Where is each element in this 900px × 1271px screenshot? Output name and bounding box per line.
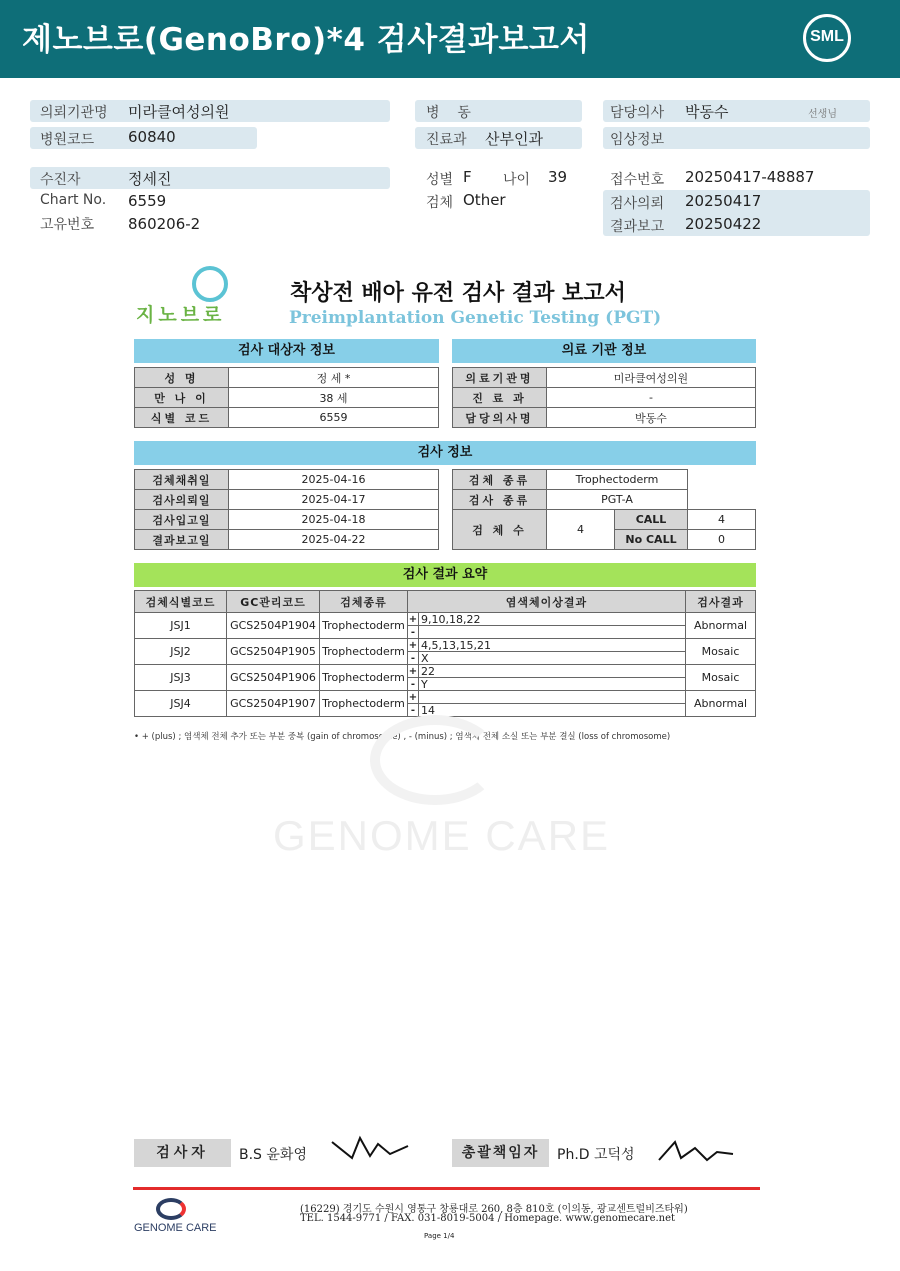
table-row xyxy=(453,470,756,490)
row-result: Mosaic xyxy=(686,639,756,665)
director-label: 총괄책임자 xyxy=(452,1139,549,1167)
table-row xyxy=(453,510,756,530)
row-result: Mosaic xyxy=(686,665,756,691)
hospital-code-label: 병원코드 xyxy=(40,132,95,148)
table-row xyxy=(135,510,439,530)
nocall-value: 0 xyxy=(688,530,756,550)
id-value: 860206-2 xyxy=(128,215,201,233)
minus-sign: - xyxy=(408,678,419,691)
test-type-value: PGT-A xyxy=(547,490,688,510)
plus-sign: + xyxy=(408,691,418,703)
medical-doctor-label: 담당의사명 xyxy=(453,408,547,428)
row-gc-code: GCS2504P1905 xyxy=(227,639,320,665)
chart-label: Chart No. xyxy=(40,192,107,208)
specimen-count-value: 4 xyxy=(547,510,615,550)
request-value: 20250417 xyxy=(685,192,762,210)
footer-divider xyxy=(133,1187,760,1190)
row-specimen-id: JSJ3 xyxy=(135,665,227,691)
patient-name-label: 수진자 xyxy=(40,172,81,188)
col-specimen-type: 검체종류 xyxy=(320,591,408,613)
request-date-label: 검사의뢰일 xyxy=(135,490,229,510)
report-date-label: 결과보고일 xyxy=(135,530,229,550)
row-specimen-id: JSJ1 xyxy=(135,613,227,639)
request-label: 검사의뢰 xyxy=(610,196,665,212)
minus-sign: - xyxy=(408,626,419,639)
call-value: 4 xyxy=(688,510,756,530)
table-row xyxy=(135,490,439,510)
table-row xyxy=(453,368,756,388)
table-row xyxy=(453,490,756,510)
medical-dept-value: - xyxy=(547,388,756,408)
loss-chromosomes: X xyxy=(419,652,686,665)
row-result: Abnormal xyxy=(686,613,756,639)
minus-sign: - xyxy=(408,704,419,717)
specimen-type-value: Trophectoderm xyxy=(547,470,688,490)
table-row xyxy=(135,368,439,388)
summary-section: 검사 결과 요약 xyxy=(134,563,756,587)
specimen-type-label: 검체 종류 xyxy=(453,470,547,490)
sex-label: 성별 xyxy=(426,172,454,188)
col-chromosome: 염색체이상결과 xyxy=(408,591,686,613)
tester-label: 검사자 xyxy=(134,1139,231,1167)
col-result: 검사결과 xyxy=(686,591,756,613)
medical-info-table xyxy=(452,367,756,428)
call-label: CALL xyxy=(615,510,688,530)
specimen-count-label: 검 체 수 xyxy=(453,510,547,550)
director-name: Ph.D 고덕성 xyxy=(557,1147,635,1163)
gain-chromosomes: 4,5,13,15,21 xyxy=(419,639,686,652)
col-gc-code: GC관리코드 xyxy=(227,591,320,613)
chart-value: 6559 xyxy=(128,192,167,210)
row-specimen-type: Trophectoderm xyxy=(320,639,408,665)
table-row xyxy=(453,408,756,428)
test-info-section: 검사 정보 xyxy=(134,441,756,465)
id-label: 고유번호 xyxy=(40,217,95,233)
page-number: Page 1/4 xyxy=(424,1232,455,1240)
receipt-label: 접수번호 xyxy=(610,172,665,188)
subject-age-value: 38 세 xyxy=(229,388,439,408)
table-row xyxy=(135,408,439,428)
table-row xyxy=(135,388,439,408)
medical-doctor-value: 박동수 xyxy=(547,408,756,428)
receipt-date-value: 2025-04-18 xyxy=(229,510,439,530)
page-title: 제노브로(GenoBro)*4 검사결과보고서 xyxy=(22,22,590,58)
plus-sign: + xyxy=(408,665,418,677)
report-title: 착상전 배아 유전 검사 결과 보고서 xyxy=(290,281,626,306)
genobro-logo xyxy=(134,264,244,326)
tester-name: B.S 윤화영 xyxy=(239,1147,307,1163)
doctor-value: 박동수 xyxy=(685,103,729,121)
report-date-value: 2025-04-22 xyxy=(229,530,439,550)
company-address: (16229) 경기도 수원시 영통구 창룡대로 260, 8층 810호 (이의동, 광교센트럴비즈타워) xyxy=(300,1204,688,1215)
table-row xyxy=(135,691,756,704)
doctor-suffix: 선생님 xyxy=(808,109,837,120)
table-row xyxy=(135,470,439,490)
watermark-logo-mark xyxy=(370,715,500,805)
loss-chromosomes xyxy=(419,626,686,639)
age-value: 39 xyxy=(548,168,568,186)
subject-info-table xyxy=(134,367,439,428)
clinical-label: 임상정보 xyxy=(610,132,665,148)
table-row xyxy=(135,530,439,550)
row-gc-code: GCS2504P1906 xyxy=(227,665,320,691)
row-gc-code: GCS2504P1904 xyxy=(227,613,320,639)
sex-value: F xyxy=(463,168,472,186)
subject-code-label: 식별 코드 xyxy=(135,408,229,428)
patient-name-bar xyxy=(30,167,390,189)
row-specimen-id: JSJ4 xyxy=(135,691,227,717)
genobro-logo-text: 지노브로 xyxy=(136,304,226,326)
sml-logo-text: SML xyxy=(810,28,844,45)
hospital-code-value: 60840 xyxy=(128,128,176,146)
table-row xyxy=(135,665,756,678)
medical-institution-label: 의료기관명 xyxy=(453,368,547,388)
table-row xyxy=(135,639,756,652)
gain-chromosomes: 9,10,18,22 xyxy=(419,613,686,626)
request-date-value: 2025-04-17 xyxy=(229,490,439,510)
row-specimen-type: Trophectoderm xyxy=(320,691,408,717)
report-subtitle: Preimplantation Genetic Testing (PGT) xyxy=(289,308,662,328)
specimen-value: Other xyxy=(463,191,506,209)
institution-value: 미라클여성의원 xyxy=(128,103,230,121)
legend-note: • + (plus) ; 염색체 전체 추가 또는 부분 중복 (gain of chromosome) , - (minus) ; 염색체 전체 소실 또는 부분 결실 (loss of chromosome) xyxy=(134,732,671,742)
minus-sign: - xyxy=(408,652,419,665)
row-specimen-id: JSJ2 xyxy=(135,639,227,665)
genobro-logo-mark xyxy=(192,266,228,302)
receipt-date-label: 검사입고일 xyxy=(135,510,229,530)
table-row xyxy=(453,388,756,408)
nocall-label: No CALL xyxy=(615,530,688,550)
test-dates-table xyxy=(134,469,439,550)
gain-chromosomes: 22 xyxy=(419,665,686,678)
genome-care-logo-mark xyxy=(156,1198,186,1220)
collection-date-label: 검체채취일 xyxy=(135,470,229,490)
sml-logo xyxy=(803,14,851,62)
table-header-row xyxy=(135,591,756,613)
row-specimen-type: Trophectoderm xyxy=(320,665,408,691)
genome-care-logo-text: GENOME CARE xyxy=(134,1222,217,1234)
plus-sign: + xyxy=(408,613,418,625)
subject-name-value: 정 세 * xyxy=(229,368,439,388)
row-gc-code: GCS2504P1907 xyxy=(227,691,320,717)
medical-institution-value: 미라클여성의원 xyxy=(547,368,756,388)
col-specimen-id: 검체식별코드 xyxy=(135,591,227,613)
report-header-bar xyxy=(0,0,900,78)
patient-name-value: 정세진 xyxy=(128,170,172,188)
summary-table xyxy=(134,590,756,717)
director-signature xyxy=(655,1134,735,1166)
receipt-value: 20250417-48887 xyxy=(685,168,815,186)
medical-info-section: 의료 기관 정보 xyxy=(452,339,756,363)
test-specimen-table xyxy=(452,469,756,550)
subject-info-section: 검사 대상자 정보 xyxy=(134,339,439,363)
doctor-label: 담당의사 xyxy=(610,105,665,121)
loss-chromosomes: Y xyxy=(419,678,686,691)
subject-name-label: 성 명 xyxy=(135,368,229,388)
subject-code-value: 6559 xyxy=(229,408,439,428)
report-label: 결과보고 xyxy=(610,219,665,235)
table-row xyxy=(135,613,756,626)
ward-label: 병 동 xyxy=(426,105,471,121)
subject-age-label: 만 나 이 xyxy=(135,388,229,408)
collection-date-value: 2025-04-16 xyxy=(229,470,439,490)
genome-care-logo xyxy=(134,1196,234,1238)
tester-signature xyxy=(330,1132,410,1162)
specimen-label: 검체 xyxy=(426,195,454,211)
medical-dept-label: 진 료 과 xyxy=(453,388,547,408)
company-contact: TEL. 1544-9771 / FAX. 031-8019-5004 / Homepage. www.genomecare.net xyxy=(300,1213,676,1224)
report-value: 20250422 xyxy=(685,215,762,233)
gain-chromosomes xyxy=(419,691,686,704)
row-specimen-type: Trophectoderm xyxy=(320,613,408,639)
plus-sign: + xyxy=(408,639,418,651)
age-label: 나이 xyxy=(503,172,531,188)
loss-chromosomes: 14 xyxy=(419,704,686,717)
dept-label: 진료과 xyxy=(426,132,467,148)
test-type-label: 검사 종류 xyxy=(453,490,547,510)
row-result: Abnormal xyxy=(686,691,756,717)
dept-value: 산부인과 xyxy=(485,130,543,148)
institution-label: 의뢰기관명 xyxy=(40,105,108,121)
watermark-text: GENOME CARE xyxy=(273,812,611,859)
